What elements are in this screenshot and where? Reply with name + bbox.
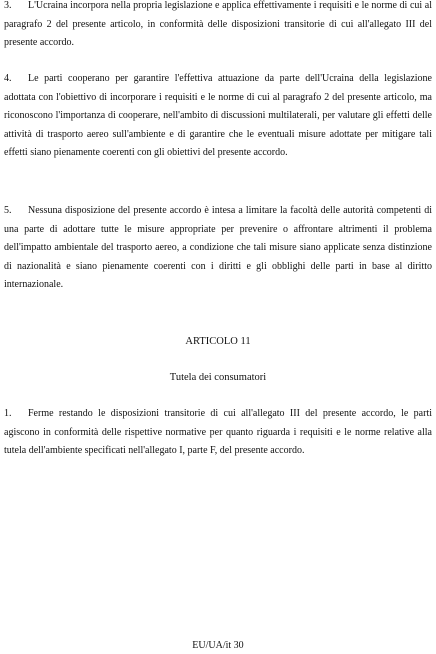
- paragraph-text: L'Ucraina incorpora nella propria legislazione e applica effettivamente i requisiti e le norme di cui al paragrafo 2 del presente articolo, in conformità delle disposizioni transitorie di cui all'allegato III del presente accordo.: [4, 0, 432, 48]
- paragraph-number: 3.: [4, 0, 12, 11]
- article-subtitle: Tutela dei consumatori: [169, 372, 267, 383]
- article-title: ARTICOLO 11: [185, 336, 251, 347]
- paragraph-5: [4, 202, 432, 295]
- paragraph-text: Ferme restando le disposizioni transitorie di cui all'allegato III del presente accordo, le parti agiscono in conformità delle rispettive normative per quanto riguarda i requisiti e le norme relative alla tutela dell'ambiente specificati nell'allegato I, parte F, del presente accordo.: [4, 408, 432, 456]
- article-paragraph-1: [4, 405, 432, 461]
- paragraph-3: [4, 0, 432, 53]
- paragraph-text: Nessuna disposizione del presente accordo è intesa a limitare la facoltà delle autorità competenti di una parte di adottare tutte le misure appropriate per prevenire o affrontare altrimenti il problema dell'impatto ambientale del trasporto aereo, a condizione che tali misure siano applicate senza distinzione di nazionalità e siano pienamente coerenti con i diritti e gli obblighi delle parti in base al diritto internazionale.: [4, 205, 432, 290]
- paragraph-text: Le parti cooperano per garantire l'effettiva attuazione da parte dell'Ucraina della legislazione adottata con l'obiettivo di incorporare i requisiti e le norme di cui al paragrafo 2 del presente articolo, ma riconoscono l'importanza di cooperare, nell'ambito di discussioni multilaterali, per valutare gli effetti delle attività di trasporto aereo sull'ambiente e di garantire che le eventuali misure adottate per mitigare tali effetti siano pienamente coerenti con gli obiettivi del presente accordo.: [4, 73, 432, 158]
- paragraph-number: 5.: [4, 205, 12, 216]
- paragraph-number: 4.: [4, 73, 12, 84]
- paragraph-4: [4, 70, 432, 163]
- page-footer-reference: EU/UA/it 30: [192, 640, 244, 651]
- paragraph-number: 1.: [4, 408, 12, 419]
